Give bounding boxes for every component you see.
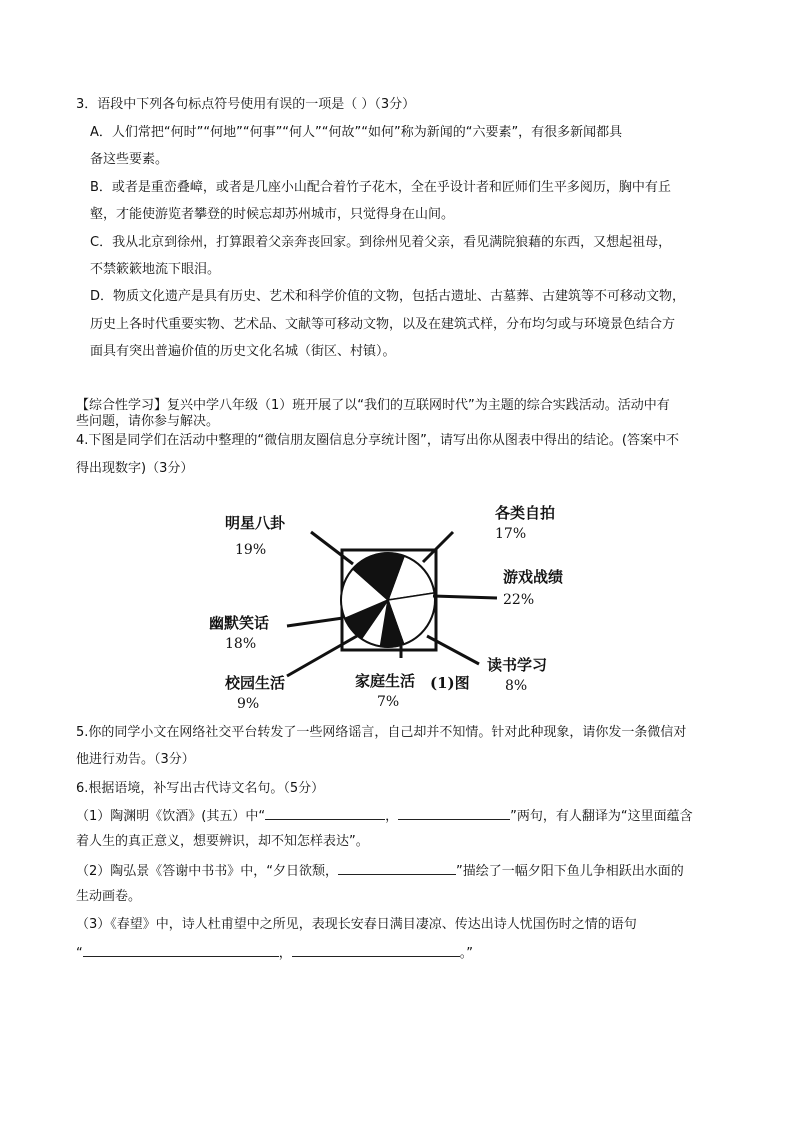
- slice-percent: 8%: [505, 678, 528, 694]
- answer-blank-5[interactable]: [292, 943, 460, 957]
- answer-blank-3[interactable]: [338, 861, 456, 875]
- leader-line: [433, 596, 497, 598]
- slice-label: 幽默笑话: [209, 614, 270, 632]
- slice-label: 读书学习: [487, 656, 548, 674]
- q6-item-3-close: 。”: [459, 946, 474, 961]
- section-intro-cont: 些问题，请你参与解决。: [76, 414, 220, 429]
- answer-blank-1[interactable]: [265, 806, 385, 820]
- leader-line: [423, 532, 453, 562]
- q3-option-b-cont: 壑，才能使游览者攀登的时候忘却苏州城市，只觉得身在山间。: [90, 207, 455, 222]
- answer-blank-2[interactable]: [398, 806, 510, 820]
- q3-stem: 3．语段中下列各句标点符号使用有误的一项是（ ）（3分）: [76, 97, 416, 112]
- q3-option-d: D．物质文化遗产是具有历史、艺术和科学价值的文物，包括古遗址、古墓葬、古建筑等不可移动文物，: [90, 289, 686, 304]
- q5-stem-cont: 他进行劝告。（3分）: [76, 752, 195, 767]
- q4-stem-cont: 得出现数字)（3分）: [76, 461, 194, 476]
- q6-item-3-cont: [76, 943, 473, 963]
- q4-stem: 4.下图是同学们在活动中整理的“微信朋友圈信息分享统计图”，请写出你从图表中得出的结论。(答案中不: [76, 433, 679, 448]
- q6-item-1: [76, 806, 693, 826]
- q6-item-1-sep: ，: [385, 809, 399, 824]
- section-intro: 【综合性学习】复兴中学八年级（1）班开展了以“我们的互联网时代”为主题的综合实践活动。活动中有: [76, 398, 670, 413]
- q3-option-c-cont: 不禁簌簌地流下眼泪。: [90, 262, 221, 277]
- q6-item-2-cont: 生动画卷。: [76, 889, 142, 904]
- q3-option-c: C．我从北京到徐州，打算跟着父亲奔丧回家。到徐州见着父亲，看见满院狼藉的东西，又想起祖母，: [90, 235, 672, 250]
- q5-stem: 5.你的同学小文在网络社交平台转发了一些网络谣言，自己却并不知情。针对此种现象，请你发一条微信对: [76, 725, 687, 740]
- q6-item-1-text: （1）陶渊明《饮酒》(其五）中“: [76, 809, 266, 824]
- slice-label: 家庭生活: [355, 672, 416, 690]
- slice-percent: 22%: [503, 592, 535, 608]
- slice-percent: 17%: [495, 526, 527, 542]
- q6-item-2-tail: ”描绘了一幅夕阳下鱼儿争相跃出水面的: [456, 864, 684, 879]
- q3-option-d-cont2: 面具有突出普遍价值的历史文化名城（街区、村镇）。: [90, 344, 396, 359]
- q3-option-d-cont: 历史上各时代重要实物、艺术品、文献等可移动文物，以及在建筑式样，分布均匀或与环境景色结合方: [90, 317, 676, 332]
- leader-line: [311, 532, 353, 564]
- pie-chart-svg: [195, 486, 605, 718]
- slice-percent: 19%: [235, 542, 267, 558]
- leader-line: [287, 636, 357, 676]
- q6-item-3: （3）《春望》中，诗人杜甫望中之所见，表现长安春日满目凄凉、传达出诗人忧国伤时之情的语句: [76, 917, 637, 932]
- slice-label: 校园生活: [225, 674, 286, 692]
- slice-percent: 9%: [237, 696, 260, 712]
- q6-item-1-cont: 着人生的真正意义，想要辨识，却不知怎样表达”。: [76, 834, 369, 849]
- slice-percent: 7%: [377, 694, 400, 710]
- q3-option-b: B．或者是重峦叠嶂，或者是几座小山配合着竹子花木，全在乎设计者和匠师们生平多阅历，胸中有丘: [90, 180, 671, 195]
- pie-chart: [195, 486, 605, 718]
- slice-label: 游戏战绩: [503, 568, 564, 586]
- slice-label: 明星八卦: [225, 514, 286, 532]
- chart-caption: (1)图: [430, 674, 470, 692]
- q6-item-1-tail: ”两句，有人翻译为“这里面蕴含: [510, 809, 693, 824]
- q3-option-a-cont: 备这些要素。: [90, 152, 169, 167]
- answer-blank-4[interactable]: [83, 943, 279, 957]
- q6-item-3-sep: ，: [278, 946, 292, 961]
- q6-item-2: [76, 861, 684, 881]
- slice-percent: 18%: [225, 636, 257, 652]
- q6-stem: 6.根据语境，补写出古代诗文名句。（5分）: [76, 781, 325, 796]
- q3-option-a: A．人们常把“何时”“何地”“何事”“何人”“何故”“如何”称为新闻的“六要素”，有很多新闻都具: [90, 125, 623, 140]
- leader-line: [287, 618, 343, 626]
- q6-item-2-text: （2）陶弘景《答谢中书书》中，“夕日欲颓，: [76, 864, 339, 879]
- slice-label: 各类自拍: [495, 504, 556, 522]
- q6-item-3-open: “: [76, 946, 83, 961]
